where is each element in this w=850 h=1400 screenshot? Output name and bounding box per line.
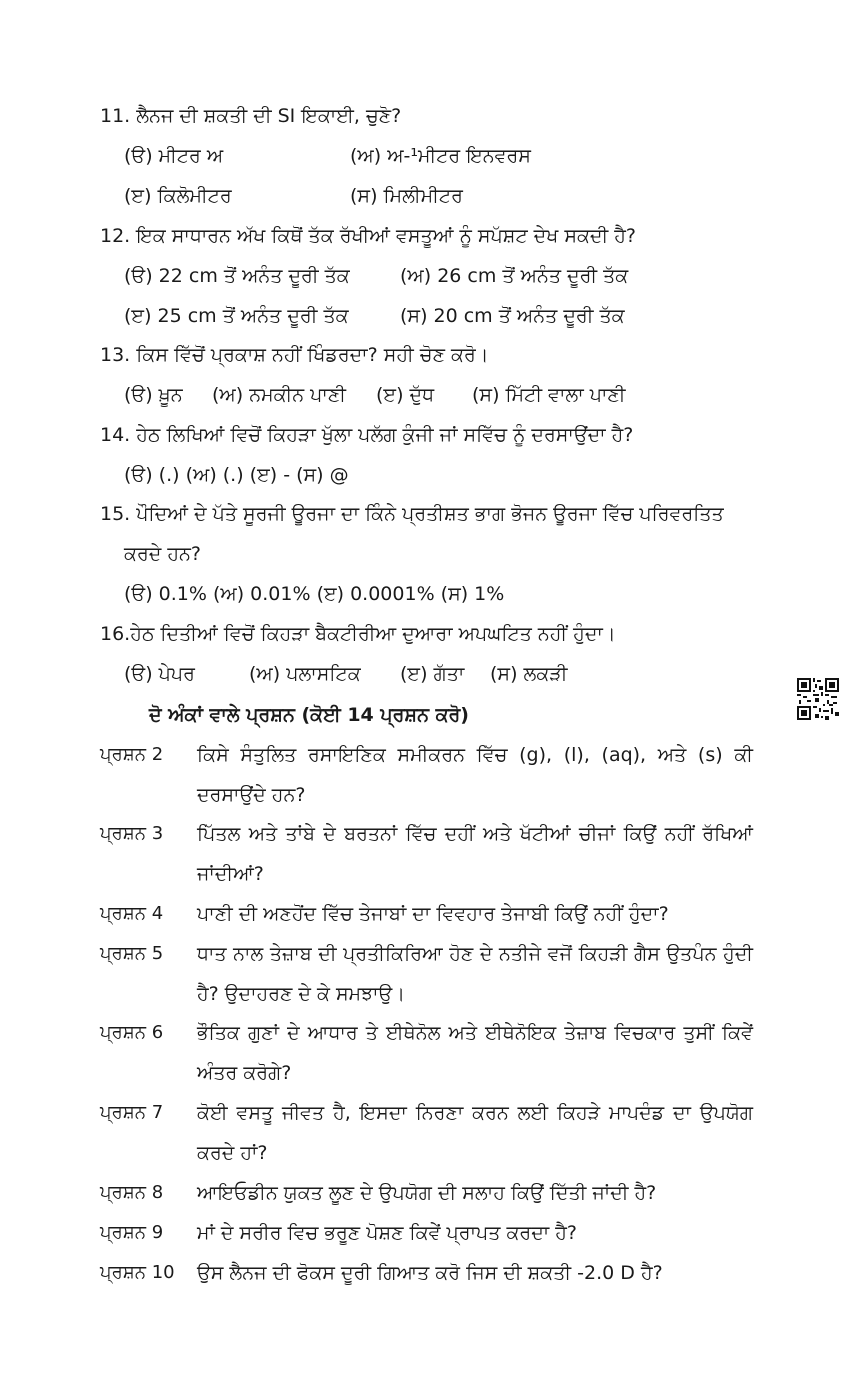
question-9-label: ਪ੍ਰਸ਼ਨ 9	[100, 1222, 164, 1243]
q15-stem-line2: ਕਰਦੇ ਹਨ?	[124, 543, 201, 565]
q11-option-b: (ਅ) ਅ-¹ਮੀਟਰ ਇਨਵਰਸ	[350, 145, 531, 167]
q16-option-a: (ੳ) ਪੇਪਰ	[124, 663, 195, 685]
q13-stem: 13. ਕਿਸ ਵਿੱਚੋਂ ਪ੍ਰਕਾਸ਼ ਨਹੀਂ ਖਿੰਡਰਦਾ? ਸਹੀ ਚੋਣ ਕਰੋ।	[100, 344, 489, 366]
question-5-text: ਧਾਤ ਨਾਲ ਤੇਜ਼ਾਬ ਦੀ ਪ੍ਰਤੀਕਿਰਿਆ ਹੋਣ ਦੇ ਨਤੀਜੇ ਵਜੋਂ ਕਿਹੜੀ ਗੈਸ ਉਤਪੰਨ ਹੁੰਦੀ ਹੈ? ਉਦਾਹਰਣ ਦੇ ਕੇ ਸਮਝਾਉ।	[197, 943, 753, 1005]
q12-option-b: (ਅ) 26 cm ਤੋਂ ਅਨੰਤ ਦੂਰੀ ਤੱਕ	[400, 265, 629, 287]
question-7-label: ਪ੍ਰਸ਼ਨ 7	[100, 1102, 164, 1123]
section-heading: ਦੋ ਅੰਕਾਂ ਵਾਲੇ ਪ੍ਰਸ਼ਨ (ਕੋਈ 14 ਪ੍ਰਸ਼ਨ ਕਰੋ)	[149, 704, 469, 726]
q13-option-d: (ਸ) ਮਿੱਟੀ ਵਾਲਾ ਪਾਣੀ	[472, 384, 626, 406]
q15-options: (ੳ) 0.1% (ਅ) 0.01% (ੲ) 0.0001% (ਸ) 1%	[124, 583, 505, 605]
q16-stem: 16.ਹੇਠ ਦਿਤੀਆਂ ਵਿਚੋਂ ਕਿਹੜਾ ਬੈਕਟੀਰੀਆ ਦੁਆਰਾ ਅਪਘਟਿਤ ਨਹੀਂ ਹੁੰਦਾ।	[100, 623, 616, 645]
question-3-label: ਪ੍ਰਸ਼ਨ 3	[100, 823, 164, 844]
q11-option-c: (ੲ) ਕਿਲੋਮੀਟਰ	[124, 185, 232, 207]
question-3-text: ਪਿੱਤਲ ਅਤੇ ਤਾਂਬੇ ਦੇ ਬਰਤਨਾਂ ਵਿੱਚ ਦਹੀਂ ਅਤੇ ਖੱਟੀਆਂ ਚੀਜਾਂ ਕਿਉਂ ਨਹੀਂ ਰੱਖਿਆਂ ਜਾਂਦੀਆਂ?	[197, 823, 753, 885]
q16-option-d: (ਸ) ਲਕੜੀ	[490, 663, 568, 685]
q11-option-d: (ਸ) ਮਿਲੀਮੀਟਰ	[350, 185, 463, 207]
question-2-label: ਪ੍ਰਸ਼ਨ 2	[100, 744, 164, 765]
q13-option-b: (ਅ) ਨਮਕੀਨ ਪਾਣੀ	[212, 384, 346, 406]
question-4-label: ਪ੍ਰਸ਼ਨ 4	[100, 903, 164, 924]
q16-option-c: (ੲ) ਗੱਤਾ	[400, 663, 465, 685]
q13-option-a: (ੳ) ਖ਼ੂਨ	[124, 384, 183, 406]
question-7-text: ਕੋਈ ਵਸਤੂ ਜੀਵਤ ਹੈ, ਇਸਦਾ ਨਿਰਣਾ ਕਰਨ ਲਈ ਕਿਹੜੇ ਮਾਪਦੰਡ ਦਾ ਉਪਯੋਗ ਕਰਦੇ ਹਾਂ?	[197, 1102, 753, 1164]
question-8-label: ਪ੍ਰਸ਼ਨ 8	[100, 1182, 164, 1203]
q12-stem: 12. ਇਕ ਸਾਧਾਰਨ ਅੱਖ ਕਿਥੋਂ ਤੱਕ ਰੱਖੀਆਂ ਵਸਤੂਆਂ ਨੂੰ ਸਪੱਸ਼ਟ ਦੇਖ ਸਕਦੀ ਹੈ?	[100, 225, 637, 247]
question-10-label: ਪ੍ਰਸ਼ਨ 10	[100, 1262, 175, 1283]
q13-option-c: (ੲ) ਦੁੱਧ	[376, 384, 435, 406]
question-6-text: ਭੌਤਿਕ ਗੁਣਾਂ ਦੇ ਆਧਾਰ ਤੇ ਈਥੇਨੋਲ ਅਤੇ ਈਥੇਨੋਇਕ ਤੇਜ਼ਾਬ ਵਿਚਕਾਰ ਤੁਸੀਂ ਕਿਵੇਂ ਅੰਤਰ ਕਰੋਗੇ?	[197, 1022, 753, 1084]
question-9-text: ਮਾਂ ਦੇ ਸਰੀਰ ਵਿਚ ਭਰੂਣ ਪੋਸ਼ਣ ਕਿਵੇਂ ਪ੍ਰਾਪਤ ਕਰਦਾ ਹੈ?	[197, 1222, 577, 1244]
q11-option-a: (ੳ) ਮੀਟਰ ਅ	[124, 145, 224, 167]
q14-options: (ੳ) (.) (ਅ) (.) (ੲ) - (ਸ) @	[124, 464, 349, 486]
question-2-text: ਕਿਸੇ ਸੰਤੁਲਿਤ ਰਸਾਇਣਿਕ ਸਮੀਕਰਨ ਵਿੱਚ (g), (l), (aq), ਅਤੇ (s) ਕੀ ਦਰਸਾਉਂਦੇ ਹਨ?	[197, 744, 753, 806]
question-8-text: ਆਇਓਡੀਨ ਯੁਕਤ ਲੂਣ ਦੇ ਉਪਯੋਗ ਦੀ ਸਲਾਹ ਕਿਉਂ ਦਿੱਤੀ ਜਾਂਦੀ ਹੈ?	[197, 1182, 657, 1204]
question-5-label: ਪ੍ਰਸ਼ਨ 5	[100, 943, 164, 964]
question-6-label: ਪ੍ਰਸ਼ਨ 6	[100, 1022, 164, 1043]
q14-stem: 14. ਹੇਠ ਲਿਖਿਆਂ ਵਿਚੋਂ ਕਿਹੜਾ ਖੁੱਲਾ ਪਲੱਗ ਕੁੰਜੀ ਜਾਂ ਸਵਿੱਚ ਨੂੰ ਦਰਸਾਉਂਦਾ ਹੈ?	[100, 424, 634, 446]
question-10-text: ਉਸ ਲੈਨਜ ਦੀ ਫੋਕਸ ਦੂਰੀ ਗਿਆਤ ਕਰੋ ਜਿਸ ਦੀ ਸ਼ਕਤੀ -2.0 D ਹੈ?	[197, 1262, 663, 1284]
q16-option-b: (ਅ) ਪਲਾਸਟਿਕ	[249, 663, 361, 685]
q11-stem: 11. ਲੈਨਜ ਦੀ ਸ਼ਕਤੀ ਦੀ SI ਇਕਾਈ, ਚੁਣੋ?	[100, 105, 402, 127]
q12-option-c: (ੲ) 25 cm ਤੋਂ ਅਨੰਤ ਦੂਰੀ ਤੱਕ	[124, 305, 349, 327]
q12-option-d: (ਸ) 20 cm ਤੋਂ ਅਨੰਤ ਦੂਰੀ ਤੱਕ	[400, 305, 625, 327]
q12-option-a: (ੳ) 22 cm ਤੋਂ ਅਨੰਤ ਦੂਰੀ ਤੱਕ	[124, 265, 350, 287]
qr-code	[797, 678, 839, 720]
q15-stem-line1: 15. ਪੌਦਿਆਂ ਦੇ ਪੱਤੇ ਸੂਰਜੀ ਊਰਜਾ ਦਾ ਕਿੰਨੇ ਪ੍ਰਤੀਸ਼ਤ ਭਾਗ ਭੋਜਨ ਊਰਜਾ ਵਿੱਚ ਪਰਿਵਰਤਿਤ	[100, 503, 724, 525]
question-4-text: ਪਾਣੀ ਦੀ ਅਣਹੋਂਦ ਵਿੱਚ ਤੇਜਾਬਾਂ ਦਾ ਵਿਵਹਾਰ ਤੇਜਾਬੀ ਕਿਉਂ ਨਹੀਂ ਹੁੰਦਾ?	[197, 903, 669, 925]
